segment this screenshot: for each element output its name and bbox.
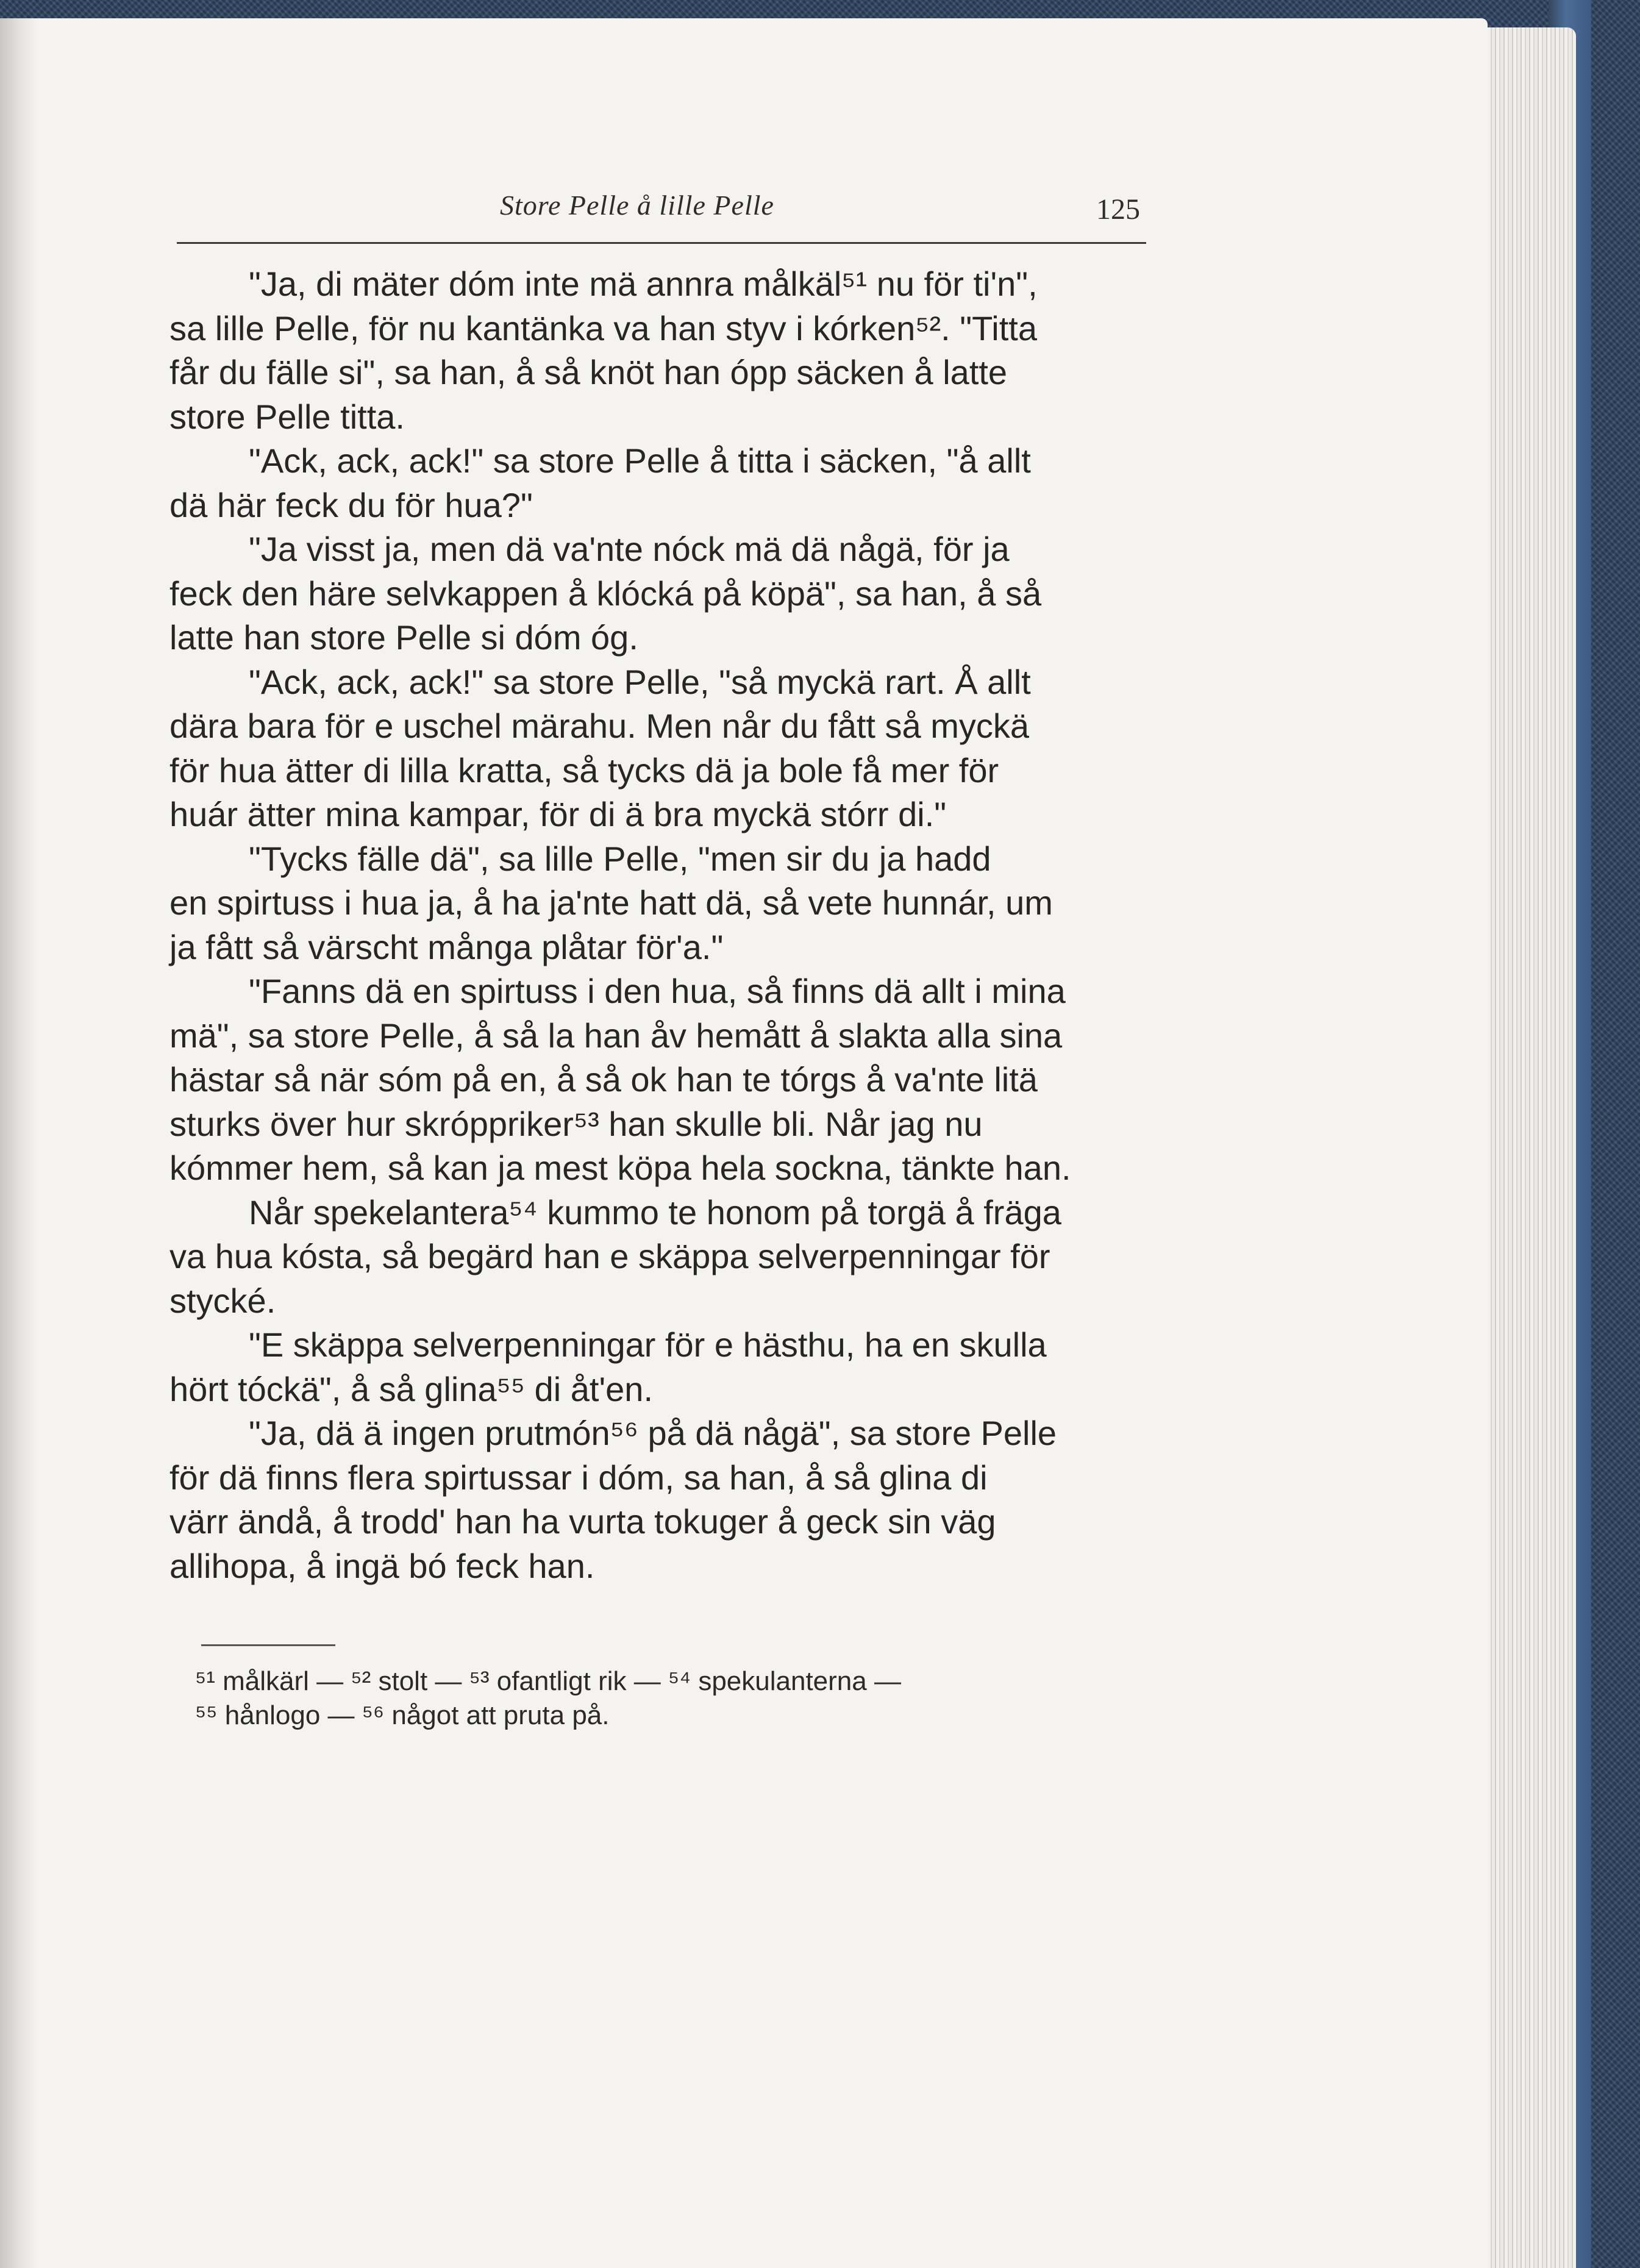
body-text	[169, 262, 1139, 1588]
page-gutter	[0, 18, 37, 2268]
book-page	[0, 18, 1488, 2268]
paragraph: "Fanns dä en spirtuss i den hua, så finns dä allt i mina mä", sa store Pelle, å så la han åv hemått å slakta alla sina hästar så när sóm på en, å så ok han te tórgs å va'nte litä sturks över hur skróppriker⁵³ han skulle bli. Når jag nu kómmer hem, så kan ja mest köpa hela sockna, tänkte han.	[169, 972, 1071, 1187]
paragraph: "Ja, dä ä ingen prutmón⁵⁶ på dä någä", sa store Pelle för dä finns flera spirtussar i dóm, sa han, å så glina di värr ändå, å trodd' han ha vurta tokuger å geck sin väg allihopa, å ingä bó feck han.	[169, 1414, 1057, 1585]
paragraph: "Ja, di mäter dóm inte mä annra målkäl⁵¹ nu för ti'n", sa lille Pelle, för nu kantänka va han styv i kórken⁵². "Titta får du fälle si", sa han, å så knöt han ópp säcken å latte store Pelle titta.	[169, 265, 1038, 436]
paragraph: "Ack, ack, ack!" sa store Pelle å titta i säcken, "å allt dä här feck du för hua?"	[169, 441, 1031, 524]
footnotes: ⁵¹ målkärl — ⁵² stolt — ⁵³ ofantligt rik — ⁵⁴ spekulanterna — ⁵⁵ hånlogo — ⁵⁶ något att pruta på.	[195, 1666, 901, 1730]
running-head	[177, 171, 1146, 244]
header-title: Store Pelle å lille Pelle	[500, 190, 774, 221]
footnote-rule	[201, 1644, 335, 1646]
paragraph: "Tycks fälle dä", sa lille Pelle, "men sir du ja hadd en spirtuss i hua ja, å ha ja'nte hatt dä, så vete hunnár, um ja fått så värscht många plåtar för'a."	[169, 839, 1053, 966]
paragraph: Når spekelantera⁵⁴ kummo te honom på torgä å fräga va hua kósta, så begärd han e skäppa selverpenningar för stycké.	[169, 1193, 1061, 1320]
page-number: 125	[1096, 193, 1140, 226]
paragraph: "Ja visst ja, men dä va'nte nóck mä dä någä, för ja feck den häre selvkappen å klócká på köpä", sa han, å så latte han store Pelle si dóm óg.	[169, 530, 1042, 657]
header-rule	[177, 242, 1146, 244]
paragraph: "E skäppa selverpenningar för e hästhu, ha en skulla hört tóckä", å så glina⁵⁵ di åt'en.	[169, 1325, 1047, 1408]
paragraph: "Ack, ack, ack!" sa store Pelle, "så myckä rart. Å allt dära bara för e uschel märahu. Men når du fått så myckä för hua ätter di lilla kratta, så tycks dä ja bole få mer för huár ätter mina kampar, för di ä bra myckä stórr di."	[169, 662, 1031, 833]
